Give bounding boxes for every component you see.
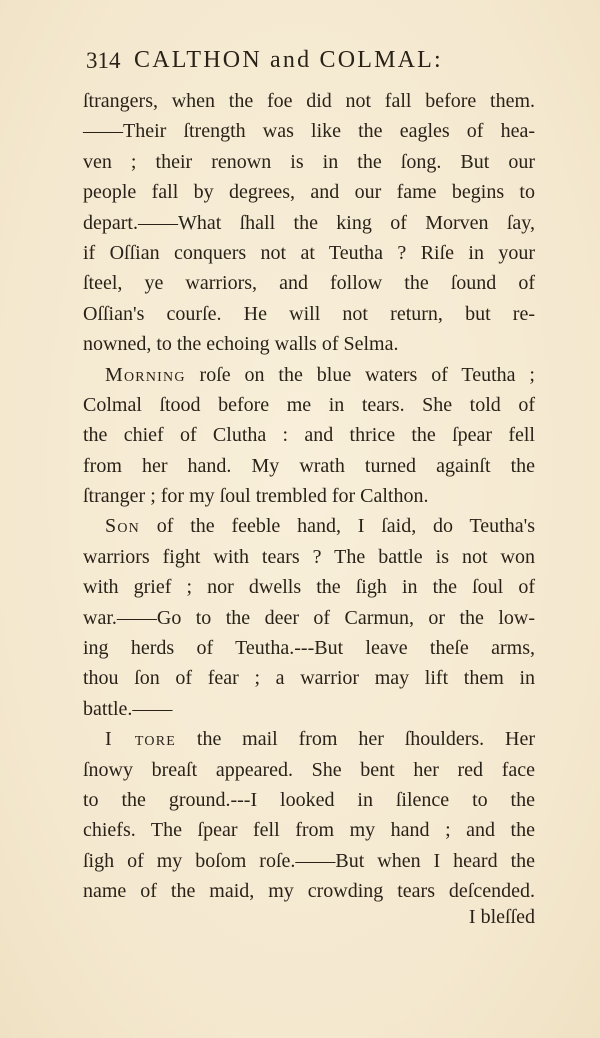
text-line: depart.——What ſhall the king of Morven ſay, [83, 211, 535, 234]
text-line: ing herds of Teutha.---But leave theſe arms, [83, 637, 535, 660]
paragraph-lead-word: Morning [105, 363, 186, 386]
text-line: warriors fight with tears ? The battle is not won [83, 545, 535, 568]
text-line: nowned, to the echoing walls of Selma. [83, 333, 399, 356]
text-run: the mail from her ſhoulders. Her [176, 728, 535, 751]
paragraph-start-line [83, 724, 535, 754]
running-title: CALTHON and COLMAL: [134, 47, 443, 73]
text-line: ——Their ſtrength was like the eagles of hea- [83, 120, 535, 143]
body-text [83, 86, 535, 907]
text-line: if Oſſian conquers not at Teutha ? Riſe in your [83, 241, 535, 264]
text-run: of the feeble hand, I ſaid, do Teutha's [139, 515, 535, 538]
text-line: people fall by degrees, and our fame begins to [83, 181, 535, 204]
text-line: ſigh of my boſom roſe.——But when I heard the [83, 849, 535, 872]
text-line: with grief ; nor dwells the ſigh in the ſoul of [83, 576, 535, 599]
catchword: I bleſſed [468, 906, 535, 928]
paragraph-lead-word: Son [105, 515, 140, 538]
text-line: Colmal ſtood before me in tears. She told of [83, 393, 535, 416]
paragraph-start-line [83, 360, 535, 390]
text-line: ven ; their renown is in the ſong. But our [83, 150, 535, 173]
paragraph-start-line [83, 511, 535, 541]
text-line: war.——Go to the deer of Carmun, or the low- [83, 606, 535, 629]
text-line: thou ſon of fear ; a warrior may lift them in [83, 667, 535, 690]
text-line: name of the maid, my crowding tears deſcended. [83, 880, 535, 903]
text-line: Oſſian's courſe. He will not return, but re- [83, 302, 535, 325]
text-line: battle.—— [83, 697, 173, 720]
paragraph-lead-word: I tore [105, 728, 177, 751]
text-run: roſe on the blue waters of Teutha ; [185, 363, 535, 386]
text-line: from her hand. My wrath turned againſt the [83, 454, 535, 477]
text-line: ſtrangers, when the foe did not fall before them. [83, 90, 535, 112]
text-line: ſteel, ye warriors, and follow the ſound of [83, 272, 535, 295]
page-number: 314 [86, 48, 121, 73]
text-line: ſnowy breaſt appeared. She bent her red face [83, 758, 535, 781]
text-line: chiefs. The ſpear fell from my hand ; and the [83, 819, 535, 842]
text-line: to the ground.---I looked in ſilence to the [83, 788, 535, 811]
text-line: ſtranger ; for my ſoul trembled for Calthon. [83, 485, 429, 508]
text-line: the chief of Clutha : and thrice the ſpear fell [83, 424, 535, 447]
page-header [86, 44, 546, 80]
